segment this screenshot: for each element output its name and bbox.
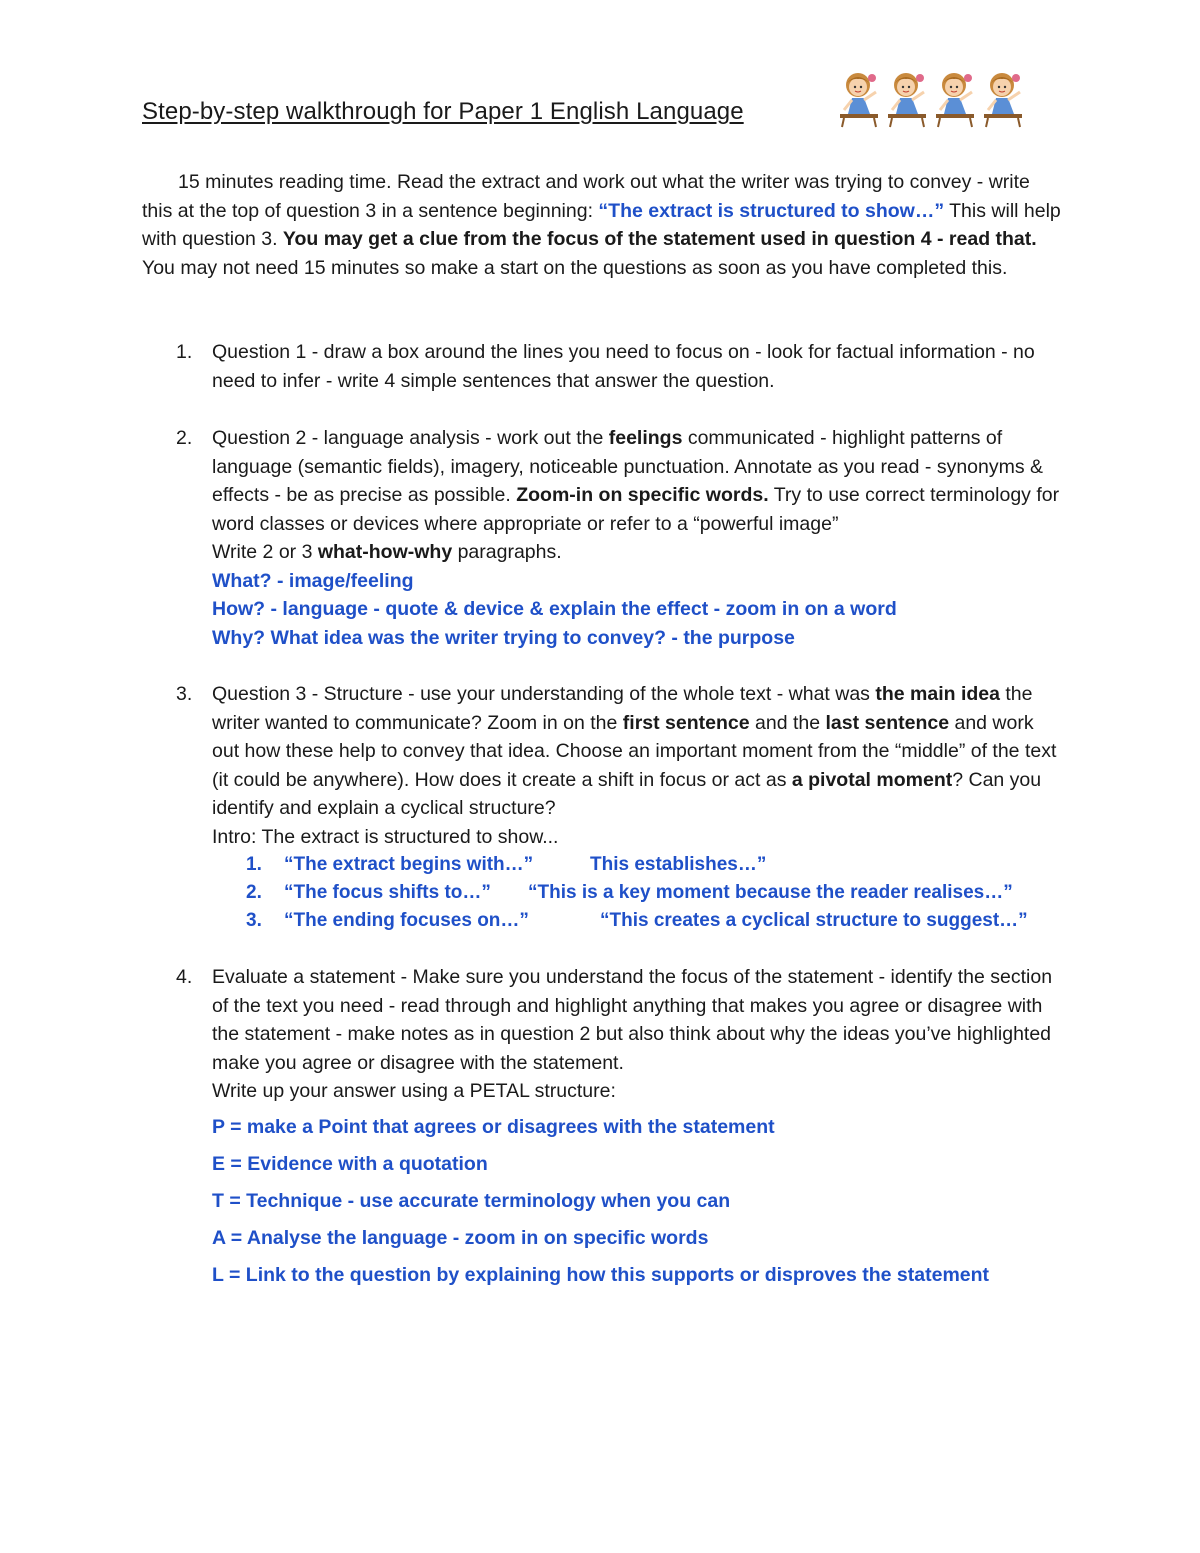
bold-text: first sentence xyxy=(622,711,750,734)
step-follow-up: “This is a key moment because the reader realises…” xyxy=(528,882,1013,903)
intro-text: 15 minutes reading time. Read the extract and work out what the writer was trying to convey - write this at the top of question 3 in a sentence beginning: xyxy=(142,171,1030,222)
intro-bold: You may get a clue from the focus of the statement used in question 4 - read that. xyxy=(282,228,1037,250)
structure-step xyxy=(212,879,1062,907)
step-follow-up: “This creates a cyclical structure to suggest…” xyxy=(600,910,1028,931)
text: the writer wanted to communicate? Zoom in on the xyxy=(212,683,1033,734)
what-line: What? - image/feeling xyxy=(212,569,414,592)
step-follow-up: This establishes…” xyxy=(590,854,767,875)
question-4 xyxy=(142,963,1062,1288)
structure-steps xyxy=(212,851,1062,935)
question-3-text xyxy=(212,680,1062,823)
petal-point: P = make a Point that agrees or disagrees with the statement xyxy=(212,1115,775,1138)
step-opening: “The ending focuses on…” xyxy=(284,910,529,931)
what-how-why-list xyxy=(212,567,1062,653)
bold-text: last sentence xyxy=(825,711,950,734)
list-number: 1. xyxy=(176,341,193,363)
petal-technique: T = Technique - use accurate terminology when you can xyxy=(212,1189,731,1212)
text: paragraphs. xyxy=(452,541,562,563)
question-3 xyxy=(142,680,1062,935)
how-line: How? - language - quote & device & explain the effect - zoom in on a word xyxy=(212,598,897,620)
question-4-petal-intro: Write up your answer using a PETAL structure: xyxy=(212,1080,616,1102)
text: Question 2 - language analysis - work out the xyxy=(212,427,609,449)
step-opening: “The focus shifts to…” xyxy=(284,882,491,903)
cartoon-girl-icon xyxy=(980,70,1026,128)
structure-step xyxy=(212,851,1062,879)
petal-evidence: E = Evidence with a quotation xyxy=(212,1152,488,1175)
title-row xyxy=(142,70,1042,130)
intro-text: This will help with question 3. xyxy=(142,199,1061,250)
list-number: 4. xyxy=(176,966,193,988)
question-4-text: Evaluate a statement - Make sure you understand the focus of the statement - identify the section of the text you need - read through and highlight anything that makes you agree or disagree with the statement - make notes as in question 2 but also think about why the ideas you’ve highlighted make you agree or disagree with the statement. xyxy=(212,966,1053,1074)
list-number: 2. xyxy=(176,427,193,449)
step-number: 1. xyxy=(246,854,262,875)
text: communicated - highlight patterns of language (semantic fields), imagery, noticeable punctuation. Annotate as you read - synonyms & effects - be as precise as possible. xyxy=(212,427,1044,506)
bold-text: a pivotal moment xyxy=(791,768,953,791)
text: Question 3 - Structure - use your understanding of the whole text - what was xyxy=(212,683,876,705)
petal-link: L = Link to the question by explaining how this supports or disproves the statement xyxy=(212,1263,990,1286)
text: Try to use correct terminology for word classes or devices where appropriate or refer to a “powerful image” xyxy=(212,484,1060,535)
question-3-intro: Intro: The extract is structured to show... xyxy=(212,825,559,848)
text: and the xyxy=(749,711,826,734)
text: ? Can you identify and explain a cyclical structure? xyxy=(212,768,1042,819)
question-list xyxy=(142,338,1062,1299)
intro-text: You may not need 15 minutes so make a start on the questions as soon as you have completed this. xyxy=(142,256,1008,279)
question-1 xyxy=(142,338,1062,395)
bold-text: what-how-why xyxy=(317,541,453,563)
cartoon-girl-icon xyxy=(836,70,882,128)
page-title: Step-by-step walkthrough for Paper 1 English Language xyxy=(142,98,744,125)
intro-quote: “The extract is structured to show…” xyxy=(598,199,945,222)
petal-analyse: A = Analyse the language - zoom in on specific words xyxy=(212,1226,709,1249)
question-2-text xyxy=(212,424,1062,538)
step-number: 3. xyxy=(246,910,262,931)
question-2-write xyxy=(212,538,1062,567)
bold-text: Zoom-in on specific words. xyxy=(516,484,769,506)
intro-paragraph xyxy=(142,168,1062,282)
step-opening: “The extract begins with…” xyxy=(284,854,534,875)
question-1-text: Question 1 - draw a box around the lines you need to focus on - look for factual information - no need to infer - write 4 simple sentences that answer the question. xyxy=(212,341,1035,392)
petal-list xyxy=(212,1114,1062,1288)
girl-figures xyxy=(836,70,1036,130)
why-line: Why? What idea was the writer trying to convey? - the purpose xyxy=(212,626,795,649)
text: and work out how these help to convey that idea. Choose an important moment from the “middle” of the text (it could be anywhere). How does it create a shift in focus or act as xyxy=(212,711,1057,791)
structure-step xyxy=(212,907,1062,935)
cartoon-girl-icon xyxy=(932,70,978,128)
bold-text: the main idea xyxy=(875,683,1000,705)
question-2 xyxy=(142,424,1062,652)
step-number: 2. xyxy=(246,882,262,903)
text: Write 2 or 3 xyxy=(212,541,318,563)
bold-text: feelings xyxy=(608,427,683,449)
list-number: 3. xyxy=(176,683,193,705)
cartoon-girl-icon xyxy=(884,70,930,128)
